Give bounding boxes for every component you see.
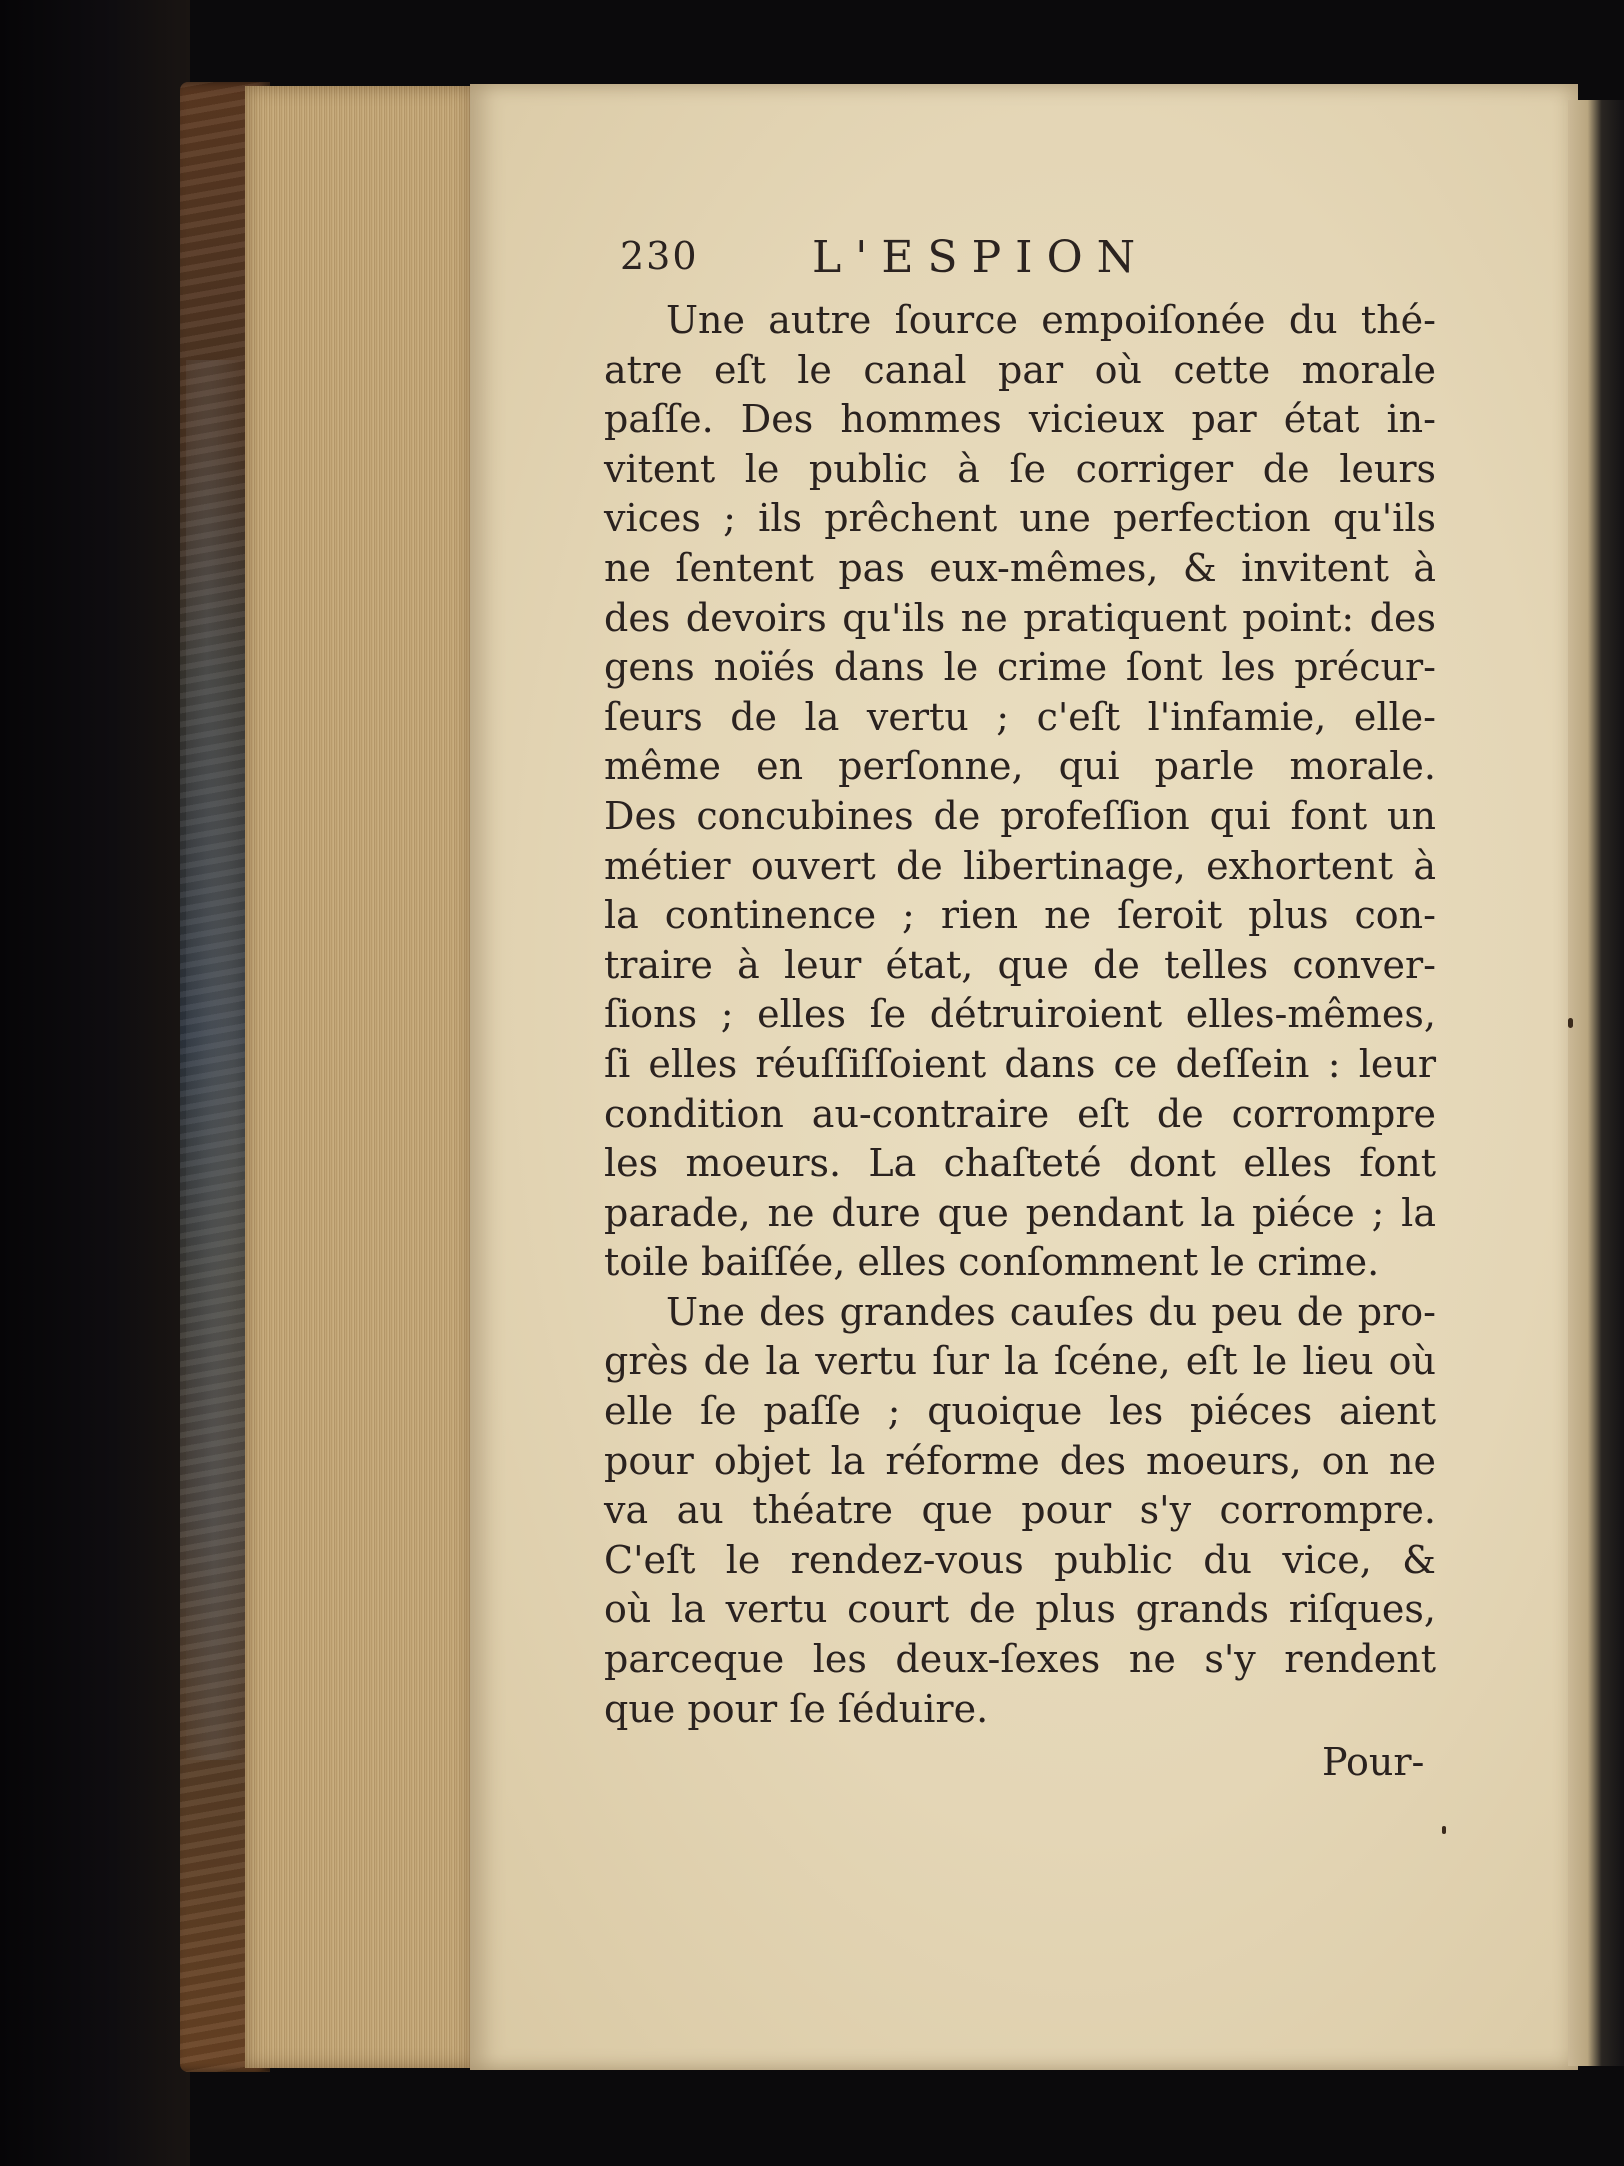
text-line: même en perſonne, qui parle morale. xyxy=(604,744,1436,789)
text-line: atre eſt le canal par où cette morale xyxy=(604,347,1436,392)
text-line: paſſe. Des hommes vicieux par état in- xyxy=(604,397,1436,442)
page-number: 230 xyxy=(620,234,699,278)
page-header xyxy=(620,234,1440,294)
text-line: que pour ſe ſéduire. xyxy=(604,1686,989,1731)
text-line: traire à leur état, que de telles conver- xyxy=(604,942,1436,987)
text-line: ſeurs de la vertu ; c'eſt l'infamie, elle- xyxy=(604,694,1436,739)
text-line: C'eſt le rendez-vous public du vice, & xyxy=(604,1537,1436,1582)
text-line: métier ouvert de libertinage, exhortent à xyxy=(604,843,1436,888)
body-text xyxy=(604,296,1436,1734)
text-line: où la vertu court de plus grands riſques, xyxy=(604,1587,1436,1632)
text-line: des devoirs qu'ils ne pratiquent point: des xyxy=(604,595,1436,640)
text-line: va au théatre que pour s'y corrompre. xyxy=(604,1488,1436,1533)
text-line: ſions ; elles ſe détruiroient elles-mêmes, xyxy=(604,992,1436,1037)
running-title: L'ESPION xyxy=(812,232,1150,283)
text-line: parceque les deux-ſexes ne s'y rendent xyxy=(604,1637,1436,1682)
paper-speck xyxy=(1568,1018,1573,1028)
text-line: Une autre ſource empoiſonée du thé- xyxy=(666,298,1436,342)
text-line: vitent le public à ſe corriger de leurs xyxy=(604,446,1436,491)
text-line: Une des grandes cauſes du peu de pro- xyxy=(666,1289,1436,1334)
text-line: ne ſentent pas eux-mêmes, & invitent à xyxy=(604,545,1436,590)
text-line: Des concubines de profeſſion qui font un xyxy=(604,793,1436,838)
text-line: gens noïés dans le crime ſont les précur- xyxy=(604,645,1436,690)
text-line: condition au-contraire eſt de corrompre xyxy=(604,1091,1436,1136)
text-line: ſi elles réuſſiſſoient dans ce deſſein : leur xyxy=(604,1041,1436,1086)
text-line: elle ſe paſſe ; quoique les piéces aient xyxy=(604,1389,1436,1434)
page-gutter xyxy=(1568,100,1624,2066)
text-line: pour objet la réforme des moeurs, on ne xyxy=(604,1438,1436,1483)
text-line: la continence ; rien ne ſeroit plus con- xyxy=(604,893,1436,938)
text-line: vices ; ils prêchent une perfection qu'ils xyxy=(604,496,1436,541)
text-line: les moeurs. La chaſteté dont elles font xyxy=(604,1141,1436,1186)
text-line: toile baiſſée, elles conſomment le crime. xyxy=(604,1240,1380,1285)
dark-background xyxy=(0,0,190,2166)
catchword: Pour- xyxy=(1322,1740,1425,1784)
paper-speck xyxy=(1442,1826,1446,1834)
text-line: grès de la vertu ſur la ſcéne, eſt le lieu où xyxy=(604,1339,1436,1384)
text-line: parade, ne dure que pendant la piéce ; la xyxy=(604,1190,1436,1235)
page-edges xyxy=(245,86,473,2068)
